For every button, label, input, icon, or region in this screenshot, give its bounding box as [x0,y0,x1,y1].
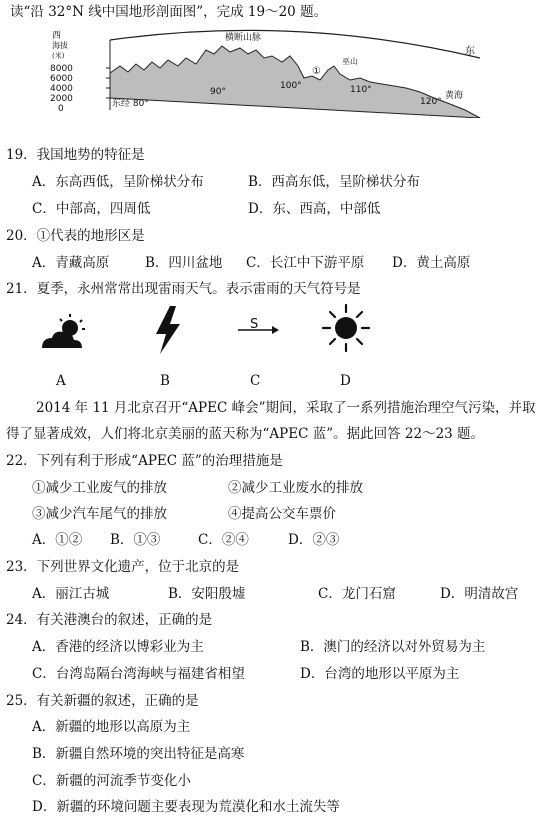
q23-option-d[interactable]: D．明清故宫 [440,586,519,602]
q24-option-a[interactable]: A．香港的经济以博彩业为主 [32,639,204,655]
q21-label-a: A [56,373,66,389]
mountain-label: 横断山脉 [225,33,262,43]
y-tick: 6000 [50,74,73,84]
marker-1-label: ① [312,66,321,77]
q20-stem: 20．①代表的地形区是 [6,228,145,244]
q24-option-d[interactable]: D．台湾的地形以平原为主 [300,666,460,682]
q21-label-d: D [340,373,351,389]
x-tick: 110° [350,85,372,95]
wushan-label: 巫山 [342,57,358,66]
passage-line-1: 2014 年 11 月北京召开“APEC 峰会”期间，采取了一系列措施治理空气污染，并取 [36,400,536,416]
lightning-icon[interactable] [150,304,186,356]
q23-option-a[interactable]: A．丽江古城 [32,586,110,602]
q19-option-d[interactable]: D．东、西高，中部低 [248,201,381,217]
q19-option-a[interactable]: A．东高西低，呈阶梯状分布 [32,174,204,190]
q23-stem: 23．下列世界文化遗产，位于北京的是 [6,559,240,575]
intro-text: 读“沿 32°N 线中国地形剖面图”，完成 19～20 题。 [10,4,328,20]
q23-option-c[interactable]: C．龙门石窟 [318,586,396,602]
x-tick: 90° [210,87,226,97]
y-tick: 2000 [50,94,73,104]
y-tick: 0 [58,104,64,114]
y-tick: 4000 [50,84,73,94]
q19-option-c[interactable]: C．中部高，四周低 [32,201,151,217]
q22-measure-3: ③减少汽车尾气的排放 [32,506,167,522]
q20-option-a[interactable]: A．青藏高原 [32,255,110,271]
y-axis-title-elev: 海拔 [52,41,68,50]
x-tick: 东经 80° [112,99,149,109]
q22-option-c[interactable]: C．②④ [198,532,249,548]
q24-stem: 24．有关港澳台的叙述，正确的是 [6,612,213,628]
wind-arrow-icon[interactable] [236,316,280,344]
q25-option-c[interactable]: C．新疆的河流季节变化小 [32,773,191,789]
q21-stem: 21．夏季，永州常常出现雷雨天气。表示雷雨的天气符号是 [6,281,361,297]
q23-option-b[interactable]: B．安阳殷墟 [168,586,246,602]
q21-label-c: C [250,373,261,389]
q19-option-b[interactable]: B．西高东低，呈阶梯状分布 [248,174,420,190]
y-ticks [50,64,73,114]
y-tick: 8000 [50,64,73,74]
sea-label: 黄海 [445,91,464,101]
terrain-profile-diagram [50,28,490,118]
svg-text:S: S [250,317,259,332]
q22-option-d[interactable]: D．②③ [288,532,340,548]
q25-option-d[interactable]: D．新疆的环境问题主要表现为荒漠化和水土流失等 [32,799,340,815]
q20-option-c[interactable]: C．长江中下游平原 [246,255,365,271]
q24-option-b[interactable]: B．澳门的经济以对外贸易为主 [300,639,486,655]
q22-measure-4: ④提高公交车票价 [228,506,336,522]
q22-option-b[interactable]: B．①③ [110,532,161,548]
q22-stem: 22．下列有利于形成“APEC 蓝”的治理措施是 [6,453,283,469]
y-axis-title-unit: (米) [52,52,65,60]
profile-top-arc [110,30,480,58]
q22-measure-1: ①减少工业废气的排放 [32,480,167,496]
q25-stem: 25．有关新疆的叙述，正确的是 [6,693,199,709]
y-axis-title-west: 西 [52,31,62,41]
q24-option-c[interactable]: C．台湾岛隔台湾海峡与福建省相望 [32,666,245,682]
q21-label-b: B [160,373,170,389]
q20-option-d[interactable]: D．黄土高原 [392,255,471,271]
q22-measure-2: ②减少工业废水的排放 [228,480,363,496]
q20-option-b[interactable]: B．四川盆地 [145,255,223,271]
passage-line-2: 得了显著成效，人们将北京美丽的蓝天称为“APEC 蓝”。据此回答 22～23 题。 [6,426,485,442]
q19-stem: 19．我国地势的特征是 [6,147,145,163]
x-tick: 100° [280,81,302,91]
q25-option-a[interactable]: A．新疆的地形以高原为主 [32,719,191,735]
q22-option-a[interactable]: A．①② [32,532,83,548]
sun-icon[interactable] [320,302,372,354]
east-label: 东 [465,46,475,57]
x-tick: 120° [420,97,442,107]
cloud-sun-icon[interactable] [38,312,90,352]
q25-option-b[interactable]: B．新疆自然环境的突出特征是高寒 [32,746,245,762]
